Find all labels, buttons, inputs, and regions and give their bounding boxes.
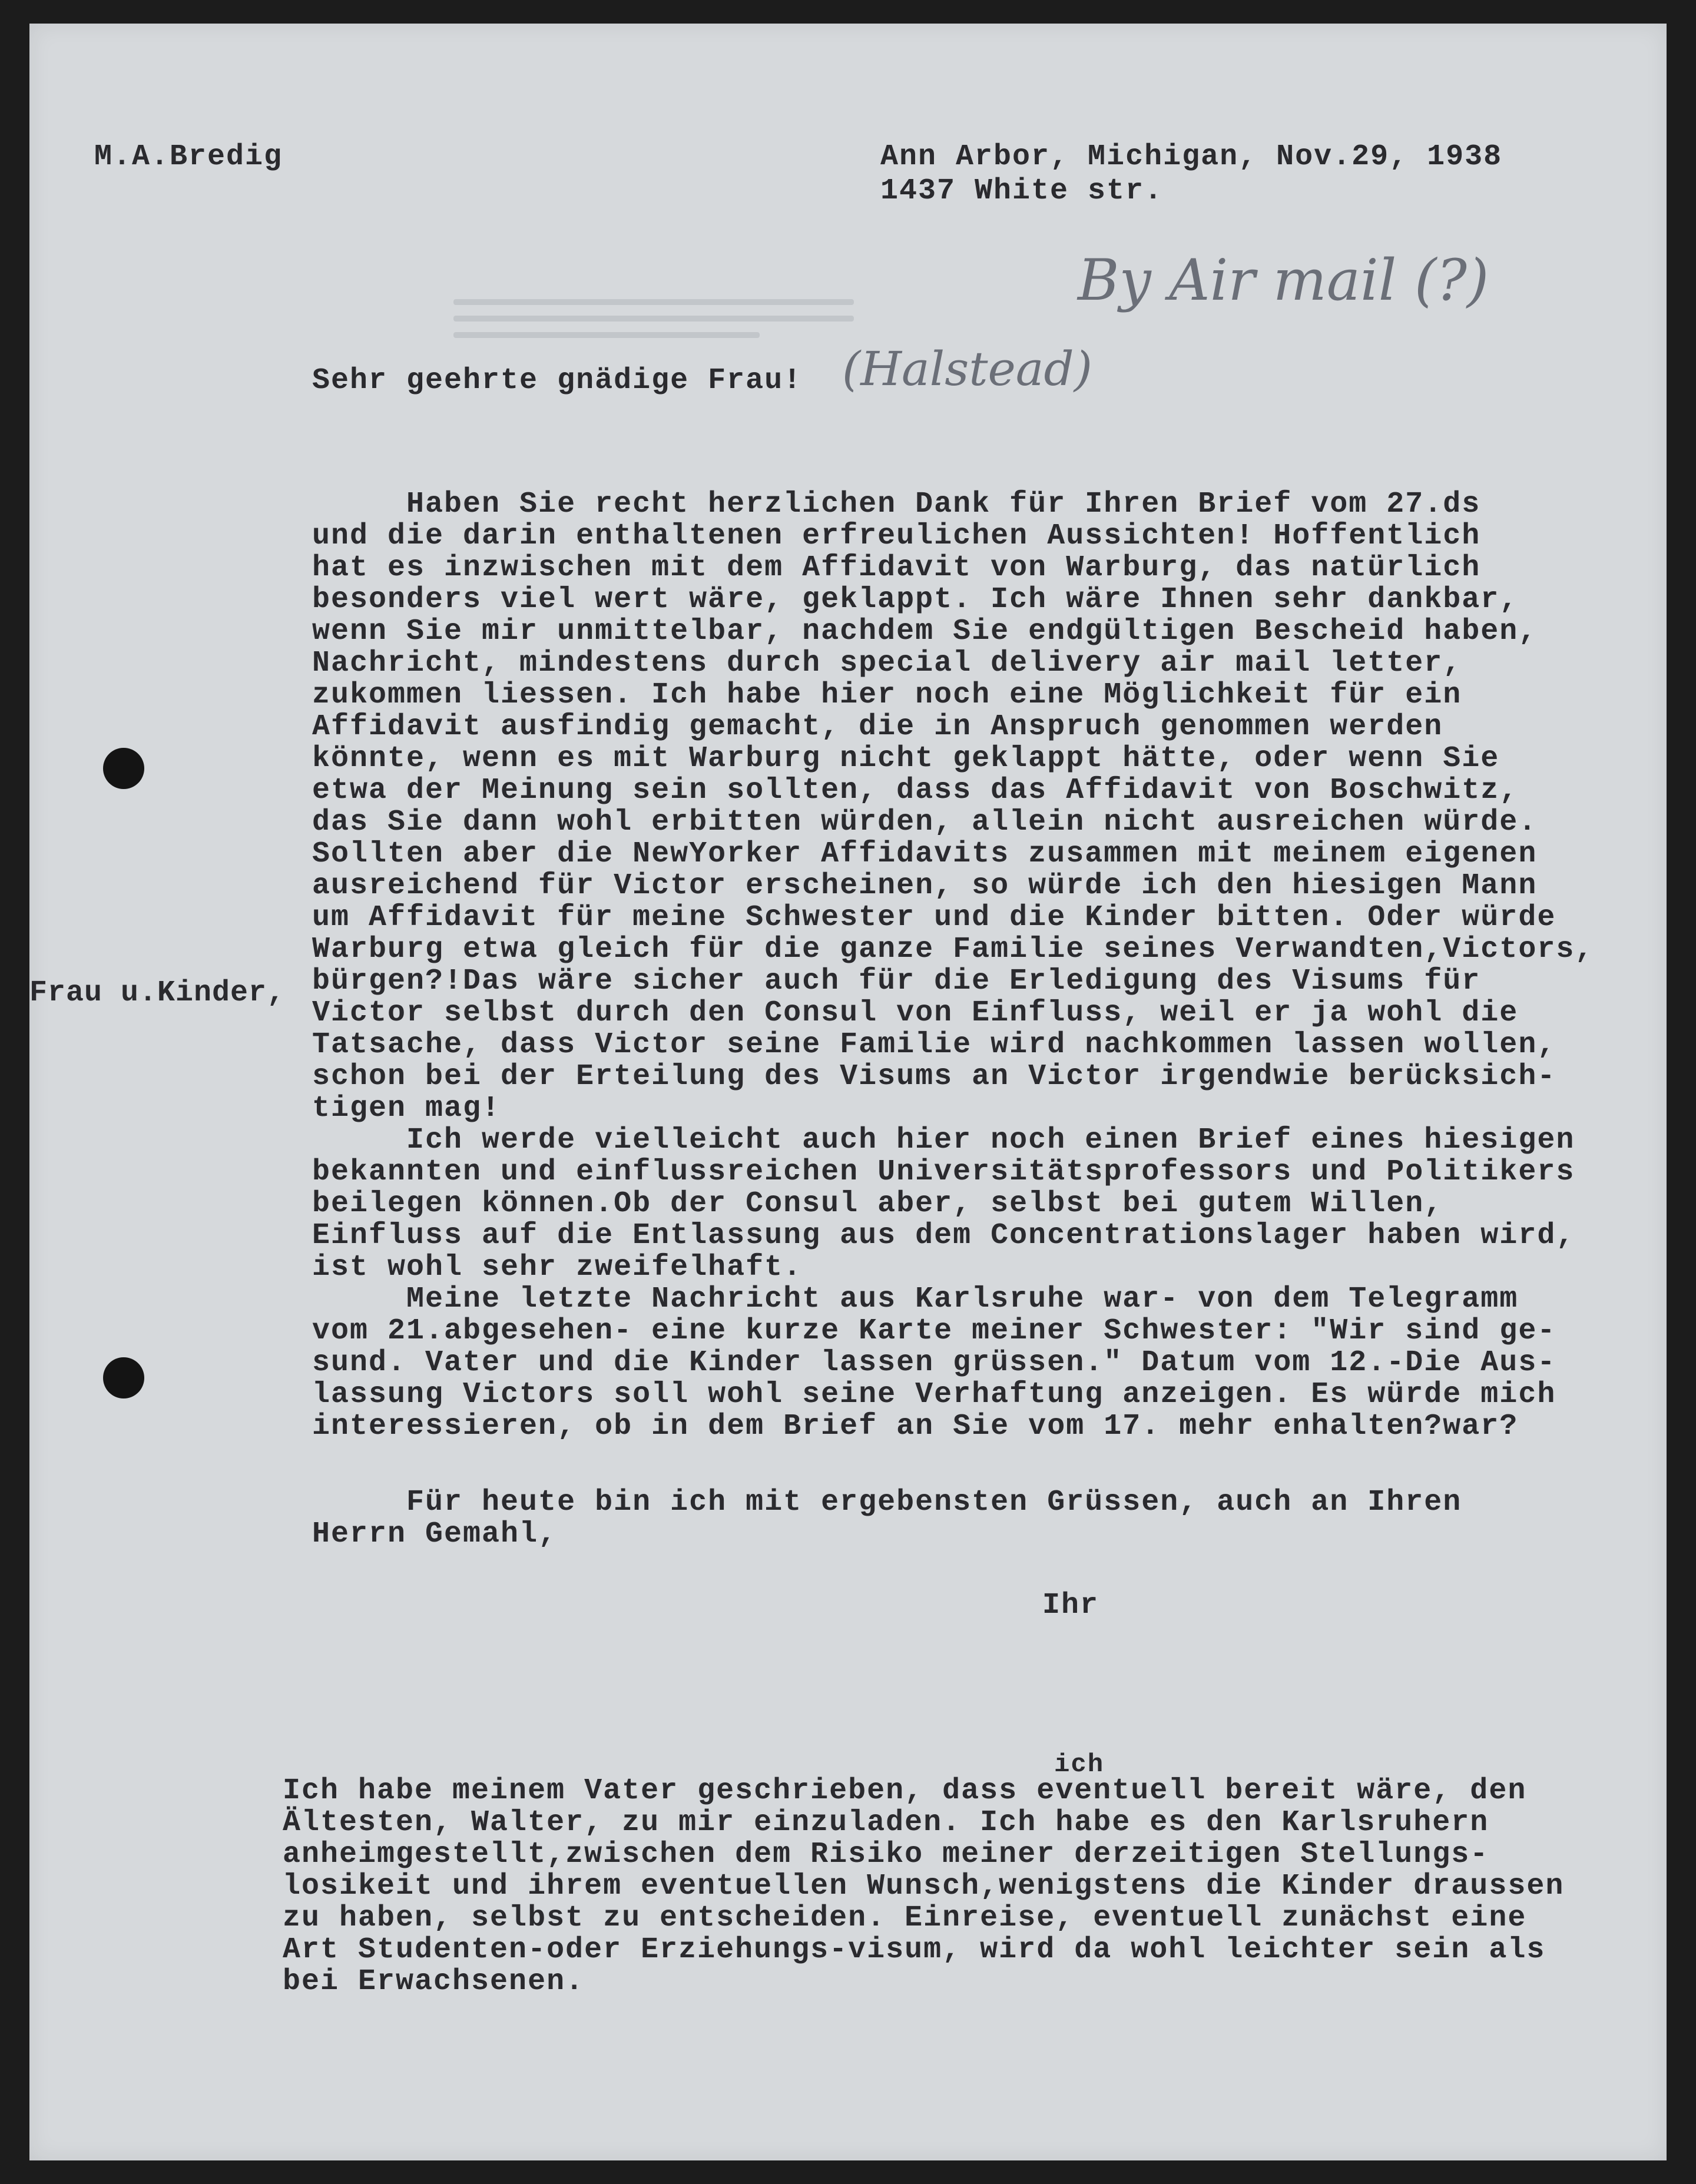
body-line: ist wohl sehr zweifelhaft. xyxy=(312,1251,803,1284)
body-line: lassung Victors soll wohl seine Verhaftung anzeigen. Es würde mich xyxy=(312,1378,1556,1411)
body-line: interessieren, ob in dem Brief an Sie vom 17. mehr enhalten?war? xyxy=(312,1410,1519,1443)
letter-page xyxy=(29,24,1667,2160)
body-line: Affidavit ausfindig gemacht, die in Anspruch genommen werden xyxy=(312,710,1443,744)
insert-word: ich xyxy=(1054,1750,1105,1779)
body-line: bekannten und einflussreichen Universitätsprofessors und Politikers xyxy=(312,1155,1575,1189)
postscript-line: bei Erwachsenen. xyxy=(283,1965,585,1999)
place-date: Ann Arbor, Michigan, Nov.29, 1938 xyxy=(880,140,1503,174)
body-line: Einfluss auf die Entlassung aus dem Concentrationslager haben wird, xyxy=(312,1219,1575,1252)
body-line: zukommen liessen. Ich habe hier noch eine Möglichkeit für ein xyxy=(312,678,1462,712)
faded-stamp xyxy=(430,289,877,353)
body-line: Tatsache, dass Victor seine Familie wird nachkommen lassen wollen, xyxy=(312,1028,1556,1062)
body-line: um Affidavit für meine Schwester und die Kinder bitten. Oder würde xyxy=(312,901,1556,934)
body-line: das Sie dann wohl erbitten würden, allein nicht ausreichen würde. xyxy=(312,806,1538,839)
punch-hole-bottom xyxy=(103,1357,144,1398)
body-line: bürgen?!Das wäre sicher auch für die Erledigung des Visums für xyxy=(312,965,1481,998)
handwritten-halstead-note: (Halstead) xyxy=(842,342,1092,396)
body-line: tigen mag! xyxy=(312,1092,501,1125)
postscript-line: zu haben, selbst zu entscheiden. Einreise, eventuell zunächst eine xyxy=(283,1901,1527,1935)
closing-line: Herrn Gemahl, xyxy=(312,1517,558,1551)
closing-line: Für heute bin ich mit ergebensten Grüssen, auch an Ihren xyxy=(312,1486,1462,1519)
postscript-line: Ich habe meinem Vater geschrieben, dass eventuell bereit wäre, den xyxy=(283,1774,1527,1808)
body-line: beilegen können.Ob der Consul aber, selbst bei gutem Willen, xyxy=(312,1187,1443,1221)
sender-address: 1437 White str. xyxy=(880,174,1164,208)
postscript-line: losikeit und ihrem eventuellen Wunsch,wenigstens die Kinder draussen xyxy=(283,1870,1565,1903)
body-line: Haben Sie recht herzlichen Dank für Ihren Brief vom 27.ds xyxy=(312,488,1481,521)
postscript-line: Ältesten, Walter, zu mir einzuladen. Ich habe es den Karlsruhern xyxy=(283,1806,1489,1840)
body-line: Ich werde vielleicht auch hier noch einen Brief eines hiesigen xyxy=(312,1124,1575,1157)
postscript-line: Art Studenten-oder Erziehungs-visum, wird da wohl leichter sein als xyxy=(283,1933,1546,1967)
body-line: Meine letzte Nachricht aus Karlsruhe war- von dem Telegramm xyxy=(312,1282,1519,1316)
body-line: vom 21.abgesehen- eine kurze Karte meiner Schwester: "Wir sind ge- xyxy=(312,1314,1556,1348)
body-line: Warburg etwa gleich für die ganze Familie seines Verwandten,Victors, xyxy=(312,933,1594,966)
body-line: etwa der Meinung sein sollten, dass das Affidavit von Boschwitz, xyxy=(312,774,1519,807)
body-line: schon bei der Erteilung des Visums an Victor irgendwie berücksich- xyxy=(312,1060,1556,1093)
punch-hole-top xyxy=(103,748,144,789)
salutation: Sehr geehrte gnädige Frau! xyxy=(312,364,803,397)
body-line: ausreichend für Victor erscheinen, so würde ich den hiesigen Mann xyxy=(312,869,1538,903)
postscript-line: anheimgestellt,zwischen dem Risiko meiner derzeitigen Stellungs- xyxy=(283,1838,1489,1871)
body-line: Victor selbst durch den Consul von Einfluss, weil er ja wohl die xyxy=(312,996,1519,1030)
body-line: könnte, wenn es mit Warburg nicht geklappt hätte, oder wenn Sie xyxy=(312,742,1500,775)
body-line: sund. Vater und die Kinder lassen grüssen." Datum vom 12.-Die Aus- xyxy=(312,1346,1556,1380)
body-line: Nachricht, mindestens durch special delivery air mail letter, xyxy=(312,647,1462,680)
handwritten-airmail-note: By Air mail (?) xyxy=(1078,247,1489,313)
body-line: wenn Sie mir unmittelbar, nachdem Sie endgültigen Bescheid haben, xyxy=(312,615,1538,648)
body-line: und die darin enthaltenen erfreulichen Aussichten! Hoffentlich xyxy=(312,519,1481,553)
body-line: besonders viel wert wäre, geklappt. Ich wäre Ihnen sehr dankbar, xyxy=(312,583,1519,617)
body-line: Sollten aber die NewYorker Affidavits zusammen mit meinem eigenen xyxy=(312,837,1538,871)
signoff: Ihr xyxy=(1042,1589,1099,1622)
margin-note: Frau u.Kinder, xyxy=(29,976,286,1010)
sender-name: M.A.Bredig xyxy=(94,140,283,174)
body-line: hat es inzwischen mit dem Affidavit von Warburg, das natürlich xyxy=(312,551,1481,585)
